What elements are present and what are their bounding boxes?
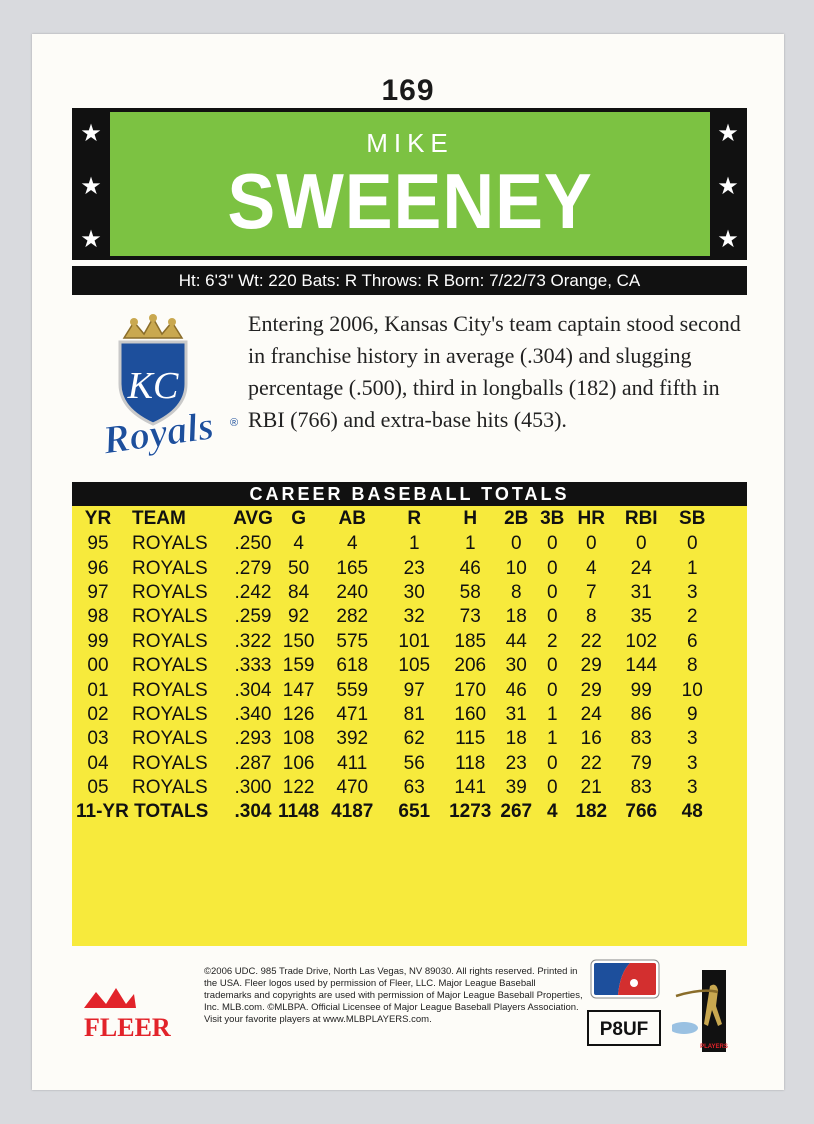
stats-cell: 185 [454,630,487,652]
stats-body [76,532,715,825]
stats-season-row [76,654,715,678]
stats-cell: 0 [686,533,698,555]
stats-cell: 0 [546,777,558,799]
stats-cell: 22 [580,630,602,652]
stats-cell: 0 [546,581,558,603]
stats-cell: 144 [625,655,658,677]
stats-cell: 63 [403,777,425,799]
stats-cell: 92 [288,606,310,628]
stats-cell: 83 [630,728,652,750]
card-number: 169 [381,74,435,107]
stats-cell: 31 [505,703,527,725]
stats-cell: 05 [87,777,109,799]
stats-cell: 03 [87,728,109,750]
stats-cell: 0 [510,533,522,555]
stats-cell: 206 [454,655,487,677]
stats-totals-cell: 4 [546,801,558,823]
svg-text:Royals: Royals [99,402,217,463]
stats-totals-cell: 766 [625,801,658,823]
stats-cell: 4 [293,533,304,555]
stats-cell: 102 [625,630,658,652]
stats-cell: ROYALS [132,655,208,677]
stats-cell: 01 [87,679,109,701]
stats-cell: ROYALS [132,533,208,555]
star-icon: ★ [717,226,739,253]
stats-cell: 22 [580,752,602,774]
stats-cell: .300 [234,777,272,799]
stats-cell: 58 [459,581,481,603]
stats-cell: 8 [510,581,522,603]
stats-cell: 99 [87,630,109,652]
stats-cell: 04 [87,752,109,774]
stats-season-row [76,630,715,654]
player-blurb: Entering 2006, Kansas City's team captain stood second in franchise history in average (.304) and slugging percentage (.500), third in longballs (182) and fifth in RBI (766) and extra-base hits (453). [248,311,741,432]
stats-totals-cell: .304 [234,801,272,823]
stats-cell: 159 [282,655,315,677]
stats-column-header: HR [577,508,605,529]
stats-cell: 0 [546,679,558,701]
stats-column-header: TEAM [132,508,186,529]
stats-cell: 0 [585,533,597,555]
stats-cell: 165 [336,557,369,579]
stats-cell: 392 [336,728,369,750]
star-icon: ★ [80,226,102,253]
stats-cell: 95 [87,533,109,555]
right-stars [709,122,747,252]
bio-line: Ht: 6'3" Wt: 220 Bats: R Throws: R Born: 7/22/73 Orange, CA [72,266,747,295]
stats-column-header: RBI [624,508,658,529]
stats-totals-cell: 182 [575,801,608,823]
stats-column-header: R [407,508,422,529]
stats-totals-cell: 48 [681,801,703,823]
stats-cell: .259 [234,606,272,628]
stats-cell: .333 [234,655,272,677]
stats-column-header: AB [338,508,366,529]
stats-cell: 618 [336,655,369,677]
stats-cell: ROYALS [132,679,208,701]
stats-cell: 10 [681,679,703,701]
stats-column-header: AVG [233,508,273,529]
stats-cell: 411 [337,752,368,774]
stats-cell: 108 [282,728,315,750]
stats-totals-cell: 651 [398,801,431,823]
stats-cell: 56 [403,752,425,774]
stats-season-row [76,581,715,605]
stats-cell: 0 [546,655,558,677]
stats-cell: 470 [336,777,369,799]
stats-cell: 31 [630,581,652,603]
stats-cell: 118 [455,752,486,774]
stats-cell: 559 [336,679,369,701]
stats-cell: 7 [585,581,597,603]
stats-cell: 4 [346,533,358,555]
stats-cell: 0 [635,533,647,555]
stats-cell: 3 [686,728,698,750]
stats-season-row [76,703,715,727]
stats-cell: .304 [234,679,272,701]
stats-cell: 30 [505,655,527,677]
career-stats-panel [72,482,747,946]
stats-cell: 86 [630,703,652,725]
stats-cell: .250 [234,533,272,555]
stats-column-header: 3B [540,508,565,529]
stats-cell: 147 [282,679,315,701]
stats-totals-cell: 1148 [278,801,320,823]
stats-cell: 30 [403,581,425,603]
mlbpa-players-logo-icon [672,966,752,1056]
stats-totals-cell: 267 [500,801,533,823]
stats-cell: 50 [288,557,310,579]
svg-text:KC: KC [127,365,179,407]
stats-season-row [76,752,715,776]
stats-cell: 282 [336,606,369,628]
stats-cell: 02 [87,703,109,725]
stats-cell: ROYALS [132,703,208,725]
stats-season-row [76,727,715,751]
stats-cell: ROYALS [132,630,208,652]
stats-cell: 3 [686,752,698,774]
stats-cell: 2 [546,630,558,652]
stats-column-header: SB [679,508,706,529]
stats-cell: 98 [87,606,109,628]
stats-column-header: 2B [504,508,529,529]
stats-cell: 8 [585,606,597,628]
stats-cell: 18 [505,606,527,628]
stats-cell: 1 [686,557,698,579]
trading-card-back [32,34,784,1090]
stats-cell: 122 [282,777,315,799]
stats-cell: 471 [336,703,369,725]
stats-cell: .293 [234,728,272,750]
stats-cell: .287 [234,752,272,774]
stats-cell: 97 [87,581,109,603]
stats-cell: 8 [686,655,698,677]
stats-cell: 101 [398,630,431,652]
fleer-logo-icon [76,986,192,1046]
card-code: P8UF [587,1010,661,1046]
stats-cell: ROYALS [132,606,208,628]
stats-cell: ROYALS [132,557,208,579]
stats-cell: 46 [459,557,481,579]
player-first-name: MIKE [366,128,454,158]
star-icon: ★ [80,120,102,147]
stats-totals-cell: 4187 [331,801,374,823]
stats-column-header: H [463,508,478,529]
stats-cell: 0 [546,533,558,555]
stats-cell: 1 [546,728,558,750]
stats-cell: 44 [505,630,527,652]
stats-cell: 105 [398,655,431,677]
stats-cell: 141 [454,777,487,799]
stats-cell: 10 [505,557,527,579]
stats-cell: 115 [455,728,486,750]
stats-cell: 21 [580,777,602,799]
star-icon: ★ [717,120,739,147]
stats-cell: 62 [403,728,425,750]
left-stars [72,122,110,252]
stats-cell: ROYALS [132,581,208,603]
stats-cell: 96 [87,557,109,579]
legal-text: ©2006 UDC. 985 Trade Drive, North Las Vegas, NV 89030. All rights reserved. Printed in the USA. Fleer logos used by permission of Fleer, LLC. Major League Baseball trademarks and copyrights are used with permission of Major League Baseball Properties, Inc. MLB.com. ©MLBPA. Official Licensee of Major League Baseball Players Association. Visit your favorite players at www.MLBPLAYERS.com. [204,966,583,1025]
stats-cell: 150 [282,630,315,652]
stats-cell: 39 [505,777,527,799]
stats-cell: 79 [630,752,652,774]
svg-text:FLEER: FLEER [84,1013,171,1042]
star-icon: ★ [80,173,102,200]
stats-cell: 83 [630,777,652,799]
stats-cell: .322 [234,630,272,652]
stats-cell: .242 [234,581,272,603]
stats-cell: 99 [630,679,652,701]
stats-cell: ROYALS [132,728,208,750]
stats-cell: 35 [630,606,652,628]
stats-cell: 23 [505,752,527,774]
stats-cell: 00 [87,655,109,677]
stats-totals-label: 11-YR TOTALS [76,801,209,823]
stats-cell: 0 [546,752,558,774]
stats-cell: 575 [336,630,369,652]
stats-column-header: YR [84,508,112,529]
stats-season-row [76,605,715,629]
name-banner [72,108,747,260]
stats-cell: 160 [454,703,487,725]
royals-logo-icon [90,314,240,464]
stats-season-row [76,532,715,556]
stats-season-row [76,556,715,580]
stats-cell: 16 [580,728,602,750]
stats-cell: 73 [459,606,481,628]
stats-totals-cell: 1273 [449,801,492,823]
stats-cell: 0 [546,606,558,628]
stats-cell: .340 [234,703,272,725]
star-icon: ★ [717,173,739,200]
player-last-name: SWEENEY [227,157,593,245]
stats-cell: 32 [403,606,425,628]
stats-cell: 2 [686,606,698,628]
mlb-logo-icon [590,959,660,999]
stats-cell: ROYALS [132,752,208,774]
stats-cell: 29 [580,679,602,701]
stats-cell: 4 [585,557,597,579]
stats-cell: 1 [408,533,420,555]
stats-cell: 126 [282,703,315,725]
stats-cell: 6 [686,630,698,652]
stats-cell: 18 [505,728,527,750]
stats-cell: 0 [546,557,558,579]
stats-cell: 46 [505,679,527,701]
stats-cell: 24 [630,557,652,579]
svg-text:PLAYERS: PLAYERS [700,1044,728,1050]
stats-totals-row [76,800,715,824]
stats-cell: 81 [403,703,425,725]
stats-cell: 3 [686,581,698,603]
stats-cell: 84 [288,581,310,603]
name-panel [110,112,710,256]
stats-cell: 1 [546,703,558,725]
stats-cell: 29 [580,655,602,677]
stats-cell: 3 [686,777,698,799]
stats-cell: 106 [282,752,315,774]
stats-season-row [76,776,715,800]
stats-cell: 24 [580,703,602,725]
stats-cell: .279 [234,557,272,579]
stats-cell: 9 [686,703,698,725]
stats-cell: 1 [464,533,476,555]
stats-cell: ROYALS [132,777,208,799]
stats-cell: 170 [454,679,487,701]
stats-cell: 97 [403,679,425,701]
stats-column-header: G [291,508,306,529]
svg-text:®: ® [230,417,239,429]
stats-table [76,506,715,825]
stats-title: CAREER BASEBALL TOTALS [72,482,747,506]
stats-header-row [76,506,715,532]
stats-season-row [76,678,715,702]
stats-cell: 240 [336,581,369,603]
stats-cell: 23 [403,557,425,579]
